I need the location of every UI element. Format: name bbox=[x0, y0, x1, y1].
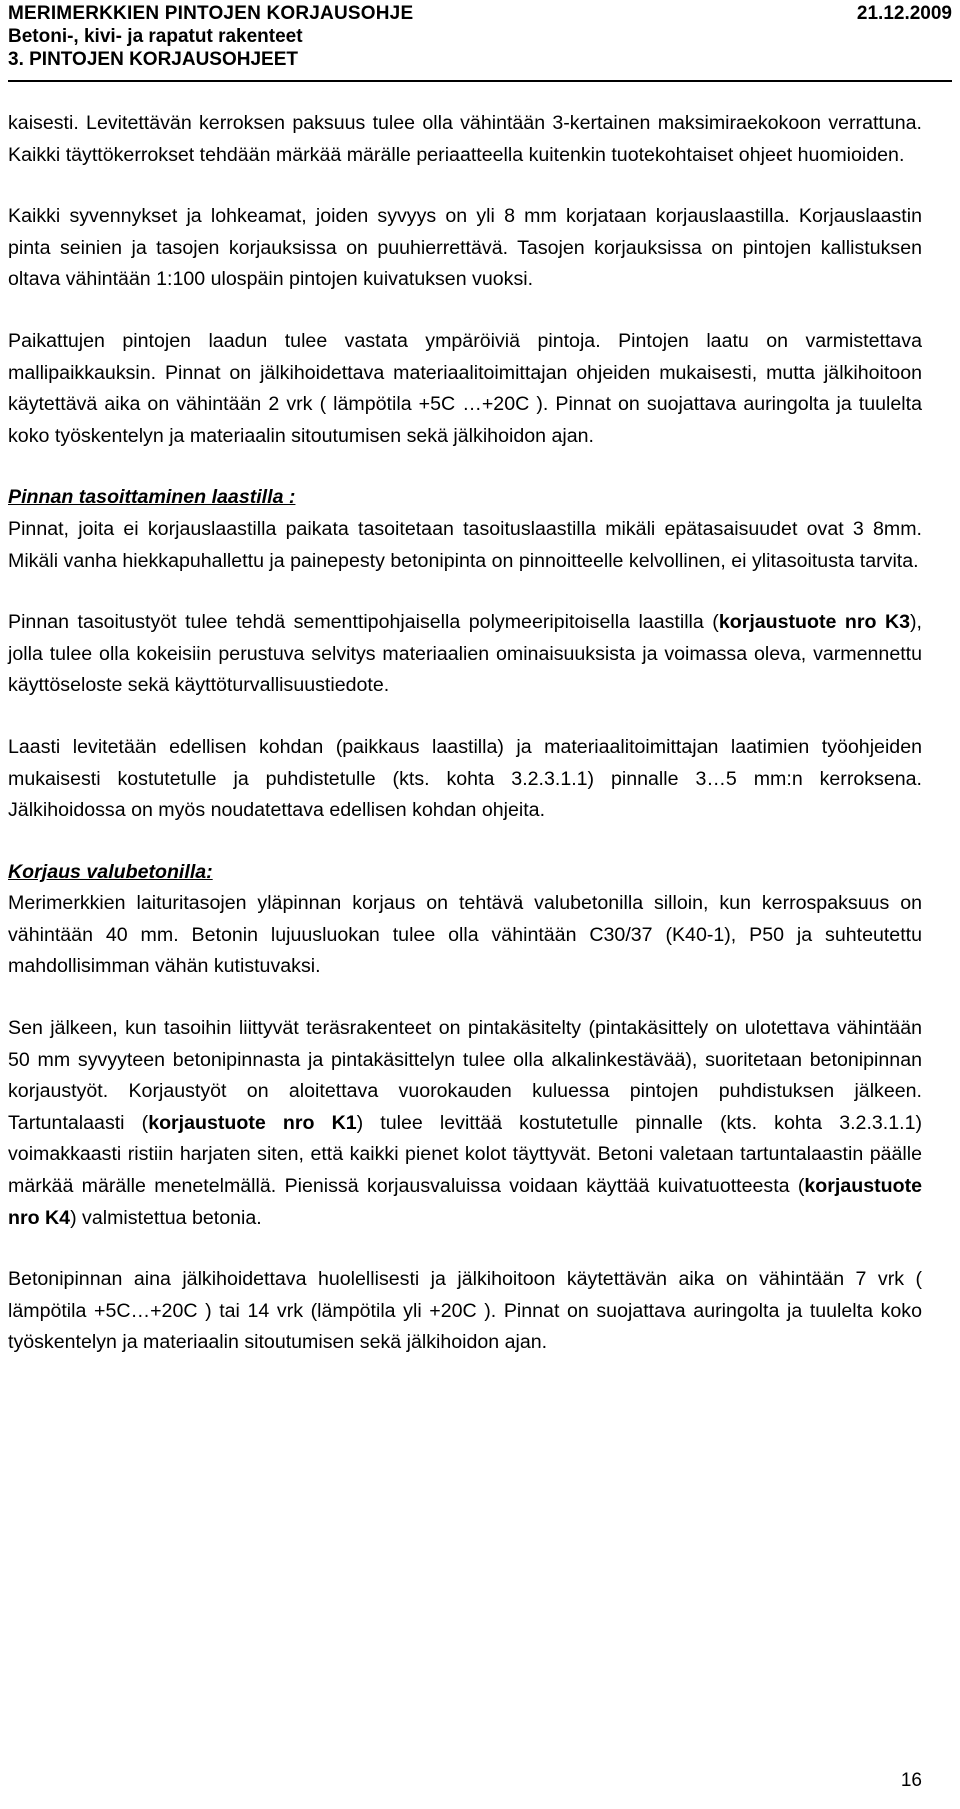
page-number: 16 bbox=[900, 1770, 922, 1791]
page-header bbox=[8, 2, 952, 71]
section-block bbox=[8, 857, 922, 983]
document-subtitle: Betoni-, kivi- ja rapatut rakenteet bbox=[8, 26, 303, 47]
document-title: MERIMERKKIEN PINTOJEN KORJAUSOHJE bbox=[8, 3, 414, 24]
paragraph bbox=[8, 607, 922, 702]
paragraph: Paikattujen pintojen laadun tulee vastata ympäröiviä pintoja. Pintojen laatu on varmistettava mallipaikkauksin. Pinnat on jälkihoidettava materiaalitoimittajan ohjeiden mukaisesti, mutta jälkihoitoon käytettävä aika on vähintään 2 vrk ( lämpötila +5C …+20C ). Pinnat on suojattava auringolta ja tuulelta koko työskentelyn ja materiaalin sitoutumisen sekä jälkihoidon ajan. bbox=[8, 329, 922, 447]
product-reference: korjaustuote nro K3 bbox=[718, 611, 911, 634]
paragraph: Kaikki syvennykset ja lohkeamat, joiden syvyys on yli 8 mm korjataan korjauslaastilla. Korjauslaastin pinta seinien ja tasojen korjauksissa on puuhierrettävä. Tasojen korjauksissa on pintojen kallistuksen oltava vähintään 1:100 ulospäin pintojen kuivatuksen vuoksi. bbox=[8, 205, 922, 291]
paragraph: kaisesti. Levitettävän kerroksen paksuus tulee olla vähintään 3-kertainen maksimiraekokoon verrattuna. Kaikki täyttökerrokset tehdään märkää märälle periaatteella kuitenkin tuotekohtaiset ohjeet huomioiden. bbox=[8, 112, 922, 166]
body-text bbox=[8, 108, 922, 1389]
paragraph-text: ) valmistettua betonia. bbox=[70, 1206, 262, 1229]
header-divider bbox=[8, 80, 952, 82]
product-reference: korjaustuote nro K4 bbox=[8, 1175, 922, 1229]
paragraph-text: Sen jälkeen, kun tasoihin liittyvät teräsrakenteet on pintakäsitelty (pintakäsittely on ulotettava vähintään 50 mm syvyyteen betonipinnasta ja pintakäsittelyn tulee olla alkalinkestävää), suoritetaan betonipinnan korjaustyöt. Korjaustyöt on aloitettava vuorokauden kuluessa pintojen puhdistuksen jälkeen. Tartuntalaasti ( bbox=[8, 1017, 922, 1134]
paragraph-text: Pinnan tasoitustyöt tulee tehdä sementtipohjaisella polymeeripitoisella laastilla ( bbox=[8, 611, 719, 634]
paragraph: Laasti levitetään edellisen kohdan (paikkaus laastilla) ja materiaalitoimittajan laatimien työohjeiden mukaisesti kostutetulle ja puhdistetulle (kts. kohta 3.2.3.1.1) pinnalle 3…5 mm:n kerroksena. Jälkihoidossa on myös noudatettava edellisen kohdan ohjeita. bbox=[8, 735, 922, 822]
paragraph-text: Merimerkkien laituritasojen yläpinnan korjaus on tehtävä valubetonilla silloin, kun kerrospaksuus on vähintään 40 mm. Betonin lujuusluokan tulee olla vähintään C30/37 (K40-1), P50 ja suhteutettu mahdollisimman vähän kutistuvaksi. bbox=[8, 892, 922, 978]
document-date: 21.12.2009 bbox=[856, 3, 952, 24]
product-reference: korjaustuote nro K1 bbox=[148, 1111, 357, 1134]
subheading-valubetoni: Korjaus valubetonilla: bbox=[8, 860, 213, 883]
paragraph-text: ) tulee levittää kostutetulle pinnalle (kts. kohta 3.2.3.1.1) voimakkaasti ristiin harjaten siten, että kaikki pienet kolot täyttyvät. Betoni valetaan tartuntalaastin päälle märkää märälle menetelmällä. Pienissä korjausvaluissa voidaan käyttää kuivatuotteesta ( bbox=[8, 1111, 922, 1198]
paragraph: Betonipinnan aina jälkihoidettava huolellisesti ja jälkihoitoon käytettävän aika on vähintään 7 vrk ( lämpötila +5C…+20C ) tai 14 vrk (lämpötila yli +20C ). Pinnat on suojattava auringolta ja tuulelta koko työskentelyn ja materiaalin sitoutumisen sekä jälkihoidon ajan. bbox=[8, 1268, 922, 1354]
section-block bbox=[8, 482, 922, 577]
subheading-tasoittaminen: Pinnan tasoittaminen laastilla : bbox=[8, 486, 296, 509]
paragraph-text: ), jolla tulee olla kokeisiin perustuva selvitys materiaalien ominaisuuksista ja voimassa oleva, varmennettu käyttöseloste sekä käyttöturvallisuustiedote. bbox=[8, 611, 922, 697]
section-title: 3. PINTOJEN KORJAUSOHJEET bbox=[8, 49, 299, 70]
paragraph-text: Pinnat, joita ei korjauslaastilla paikata tasoitetaan tasoituslaastilla mikäli epätasaisuudet ovat 3 8mm. Mikäli vanha hiekkapuhallettu ja painepesty betonipinta on pinnoitteelle kelvollinen, ei ylitasoitusta tarvita. bbox=[8, 517, 922, 572]
paragraph bbox=[8, 1013, 922, 1234]
header-row bbox=[8, 2, 952, 25]
